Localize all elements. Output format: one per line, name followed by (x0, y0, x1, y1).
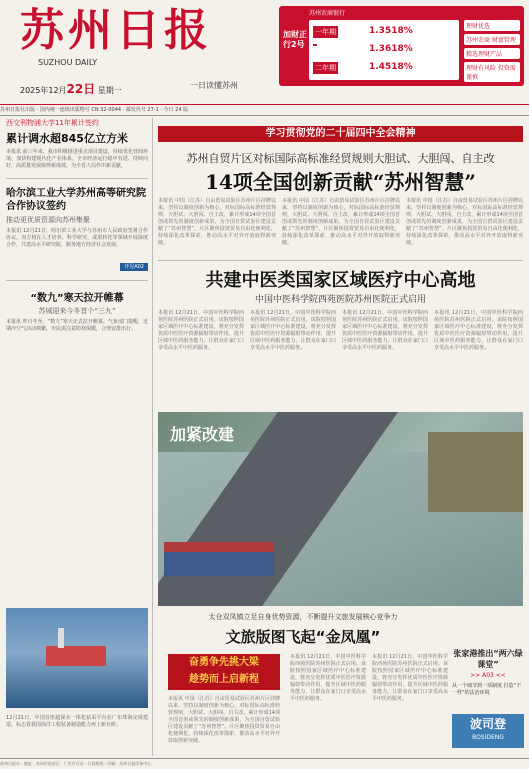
barge-containers (164, 542, 274, 552)
lead-subtitle: 苏州自贸片区对标国际高标准经贸规则大胆试、大胆闯、自主改 (186, 152, 495, 165)
masthead-subtitle: SUZHOU DAILY (38, 58, 98, 67)
story2-text: 本报讯 12月21日，中国中医科学院西苑医院苏州医院正式启用。该院按照国家区域医疗中心标准建设，将充分发挥优质中医医疗资源辐射带动作用，提升区域中医药服务能力，让群众在家门口享受高水平中医药服务。 (434, 310, 523, 351)
ad-rate: 1.3618% (369, 44, 413, 54)
lead-text: 本报讯 中国（江苏）自由贸易试验区苏州片区挂牌以来，坚持以制度创新为核心，对标国际高标准经贸规则，大胆试、大胆闯、自主改，累计形成14项全国首创或领先的制度创新成果，为全国自贸试验区建设贡献了“苏州智慧”。片区聚焦投资贸易自由化便利化，持续深化改革探索，推动高水平对外开放取得新突破。 (158, 198, 276, 246)
ad-term (313, 44, 317, 46)
story2-subtitle: 中国中医科学院西苑医院苏州医院正式启用 (254, 295, 426, 305)
article-headline[interactable]: 累计调水超845亿立方米 (6, 132, 128, 145)
publication-info-bar: 苏州日报社出版 · 国内统一连续出版物号 CN 32-0044 · 邮发代号 27-1 · 今日 24 版 (0, 104, 529, 116)
divider (6, 178, 148, 179)
section-rule (158, 260, 523, 261)
platform-shape (46, 646, 106, 666)
ad-title: 波司登 (469, 717, 506, 731)
ad-side-label: 理财优选 (464, 20, 520, 31)
divider (6, 280, 148, 281)
construction-site (428, 432, 523, 512)
article-kicker: 苏城迎来今冬首个“三九” (38, 307, 116, 315)
ad-term: 二年期 (315, 64, 336, 72)
banner-line: 奋勇争先挑大梁 (189, 657, 259, 668)
photo-label: 加紧改建 (170, 425, 235, 444)
article-text: 本报讯 12月21日，哈尔滨工业大学与苏州市人民政府签署合作协议，双方将在人才培养、科学研究、成果转化等领域开展深度合作，共建高水平研究院，服务地方经济社会发展。 (6, 228, 148, 248)
ad-rate-table (309, 20, 459, 80)
story2-text: 本报讯 12月21日，中国中医科学院西苑医院苏州医院正式启用。该院按照国家区域医疗中心标准建设，将充分发挥优质中医医疗资源辐射带动作用，提升区域中医药服务能力，让群众在家门口享受高水平中医药服务。 (250, 310, 336, 351)
teaser-small-head: 从一个细节到一项制度 打造“不一样”的法治环境 (452, 683, 522, 696)
lead-text: 本报讯 中国（江苏）自由贸易试验区苏州片区挂牌以来，坚持以制度创新为核心，对标国际高标准经贸规则，大胆试、大胆闯、自主改，累计形成14项全国首创或领先的制度创新成果，为全国自贸试验区建设贡献了“苏州智慧”。片区聚焦投资贸易自由化便利化，持续深化改革探索，推动高水平对外开放取得新突破。 (282, 198, 400, 246)
story2-text: 本报讯 12月21日，中国中医科学院西苑医院苏州医院正式启用。该院按照国家区域医疗中心标准建设，将充分发挥优质中医医疗资源辐射带动作用，提升区域中医药服务能力，让群众在家门口享受高水平中医药服务。 (158, 310, 244, 351)
ad-side-item: 苏州农商 财富管理 (464, 34, 520, 45)
article-headline[interactable]: “数九”寒天拉开帷幕 (30, 293, 124, 304)
derrick-shape (58, 628, 64, 648)
masthead-slogan: 一日读懂苏州 (190, 81, 238, 90)
weekday: 星期一 (97, 86, 122, 95)
offshore-platform-photo (6, 608, 148, 708)
ad-side-item: 理财有风险 投资需谨慎 (464, 62, 520, 82)
story2-text: 本报讯 12月21日，中国中医科学院西苑医院苏州医院正式启用。该院按照国家区域医疗中心标准建设，将充分发挥优质中医医疗资源辐射带动作用，提升区域中医药服务能力，让群众在家门口享受高水平中医药服务。 (342, 310, 428, 351)
culture-kicker: 太仓双凤镇立足自身优势资源，不断提升文旅发展核心竞争力 (208, 613, 398, 621)
banner-line: 趁势而上启新程 (189, 674, 259, 685)
lead-ribbon: 学习贯彻党的二十届四中全会精神 (158, 126, 523, 142)
bridge-construction-photo (158, 412, 523, 606)
slogan-banner (168, 654, 280, 690)
teaser-headline: 张家港推出“两六绿课堂” (453, 649, 523, 669)
ad-term: 一年期 (315, 28, 336, 36)
culture-text: 本报讯 12月21日，中国中医科学院西苑医院苏州医院正式启用。该院按照国家区域医疗中心标准建设，将充分发挥优质中医医疗资源辐射带动作用，提升区域中医药服务能力，让群众在家门口享受高水平中医药服务。 (290, 654, 366, 702)
culture-text: 本报讯 12月21日，中国中医科学院西苑医院苏州医院正式启用。该院按照国家区域医疗中心标准建设，将充分发挥优质中医医疗资源辐射带动作用，提升区域中医药服务能力，让群众在家门口享受高水平中医药服务。 (372, 654, 448, 702)
issue-date (20, 80, 122, 97)
teaser-ref: >> A03 << (470, 672, 506, 679)
story2-headline[interactable]: 共建中医类国家区域医疗中心高地 (205, 270, 476, 291)
ad-product: 加财正行2号 (283, 30, 307, 49)
ad-rate: 1.4518% (369, 62, 413, 72)
right-teaser[interactable] (452, 648, 524, 697)
ad-side-list (464, 20, 520, 85)
bosideng-ad[interactable] (452, 714, 524, 748)
more-link[interactable]: 详见A02 (120, 263, 148, 271)
ad-sub: BOSIDENG (472, 734, 504, 741)
date-prefix: 2025年12月 (20, 86, 67, 95)
article-text: 本报讯 前三年来，我市积极推进重点项目建设，持续优化营商环境，加快构建现代化产业体系，全市经济运行稳中有进、持续向好，高质量发展取得新成效，为全省大局作出新贡献。 (6, 149, 148, 169)
culture-headline[interactable]: 文旅版图飞起“金凤凰” (225, 628, 381, 646)
left-column (6, 118, 148, 333)
lead-headline[interactable]: 14项全国创新贡献“苏州智慧” (205, 170, 476, 194)
lead-text: 本报讯 中国（江苏）自由贸易试验区苏州片区挂牌以来，坚持以制度创新为核心，对标国际高标准经贸规则，大胆试、大胆闯、自主改，累计形成14项全国首创或领先的制度创新成果，为全国自贸试验区建设贡献了“苏州智慧”。片区聚焦投资贸易自由化便利化，持续深化改革探索，推动高水平对外开放取得新突破。 (406, 198, 523, 246)
bank-ad[interactable] (279, 6, 524, 86)
article-kicker: 推动更优质资源向苏州集聚 (6, 216, 90, 224)
culture-text: 本报讯 中国（江苏）自由贸易试验区苏州片区挂牌以来，坚持以制度创新为核心，对标国际高标准经贸规则，大胆试、大胆闯、自主改，累计形成14项全国首创或领先的制度创新成果，为全国自贸试验区建设贡献了“苏州智慧”。片区聚焦投资贸易自由化便利化，持续深化改革探索，推动高水平对外开放取得新突破。 (168, 696, 280, 744)
article-headline[interactable]: 哈尔滨工业大学苏州高等研究院合作协议签约 (6, 188, 146, 212)
ad-brand: 苏州农商银行 (309, 10, 346, 17)
ad-rate: 1.3518% (369, 26, 413, 36)
photo-caption: 12月21日，中国首座超深水一体化钻采平台在广东珠海完成建造，标志着我国海洋工程装备制造能力再上新台阶。 (6, 715, 148, 728)
column-rule (152, 118, 153, 756)
page-footer: 苏州日报社 · 地址：苏州市姑苏区 · 广告许可证 · 订阅热线 · 印刷：苏州日报印务中心 (0, 758, 529, 769)
date-day: 22日 (66, 82, 96, 96)
masthead-title: 苏州日报 (20, 5, 212, 56)
ad-side-item: 精选理财产品 (464, 48, 520, 59)
article-text: 本报讯 昨日冬至，“数九”寒天正式拉开帷幕。气象部门提醒，近期冷空气活动频繁，市民需注意防寒保暖，合理安排出行。 (6, 319, 148, 332)
article-kicker: 西交利物浦大学11年累计签约 (6, 119, 99, 127)
